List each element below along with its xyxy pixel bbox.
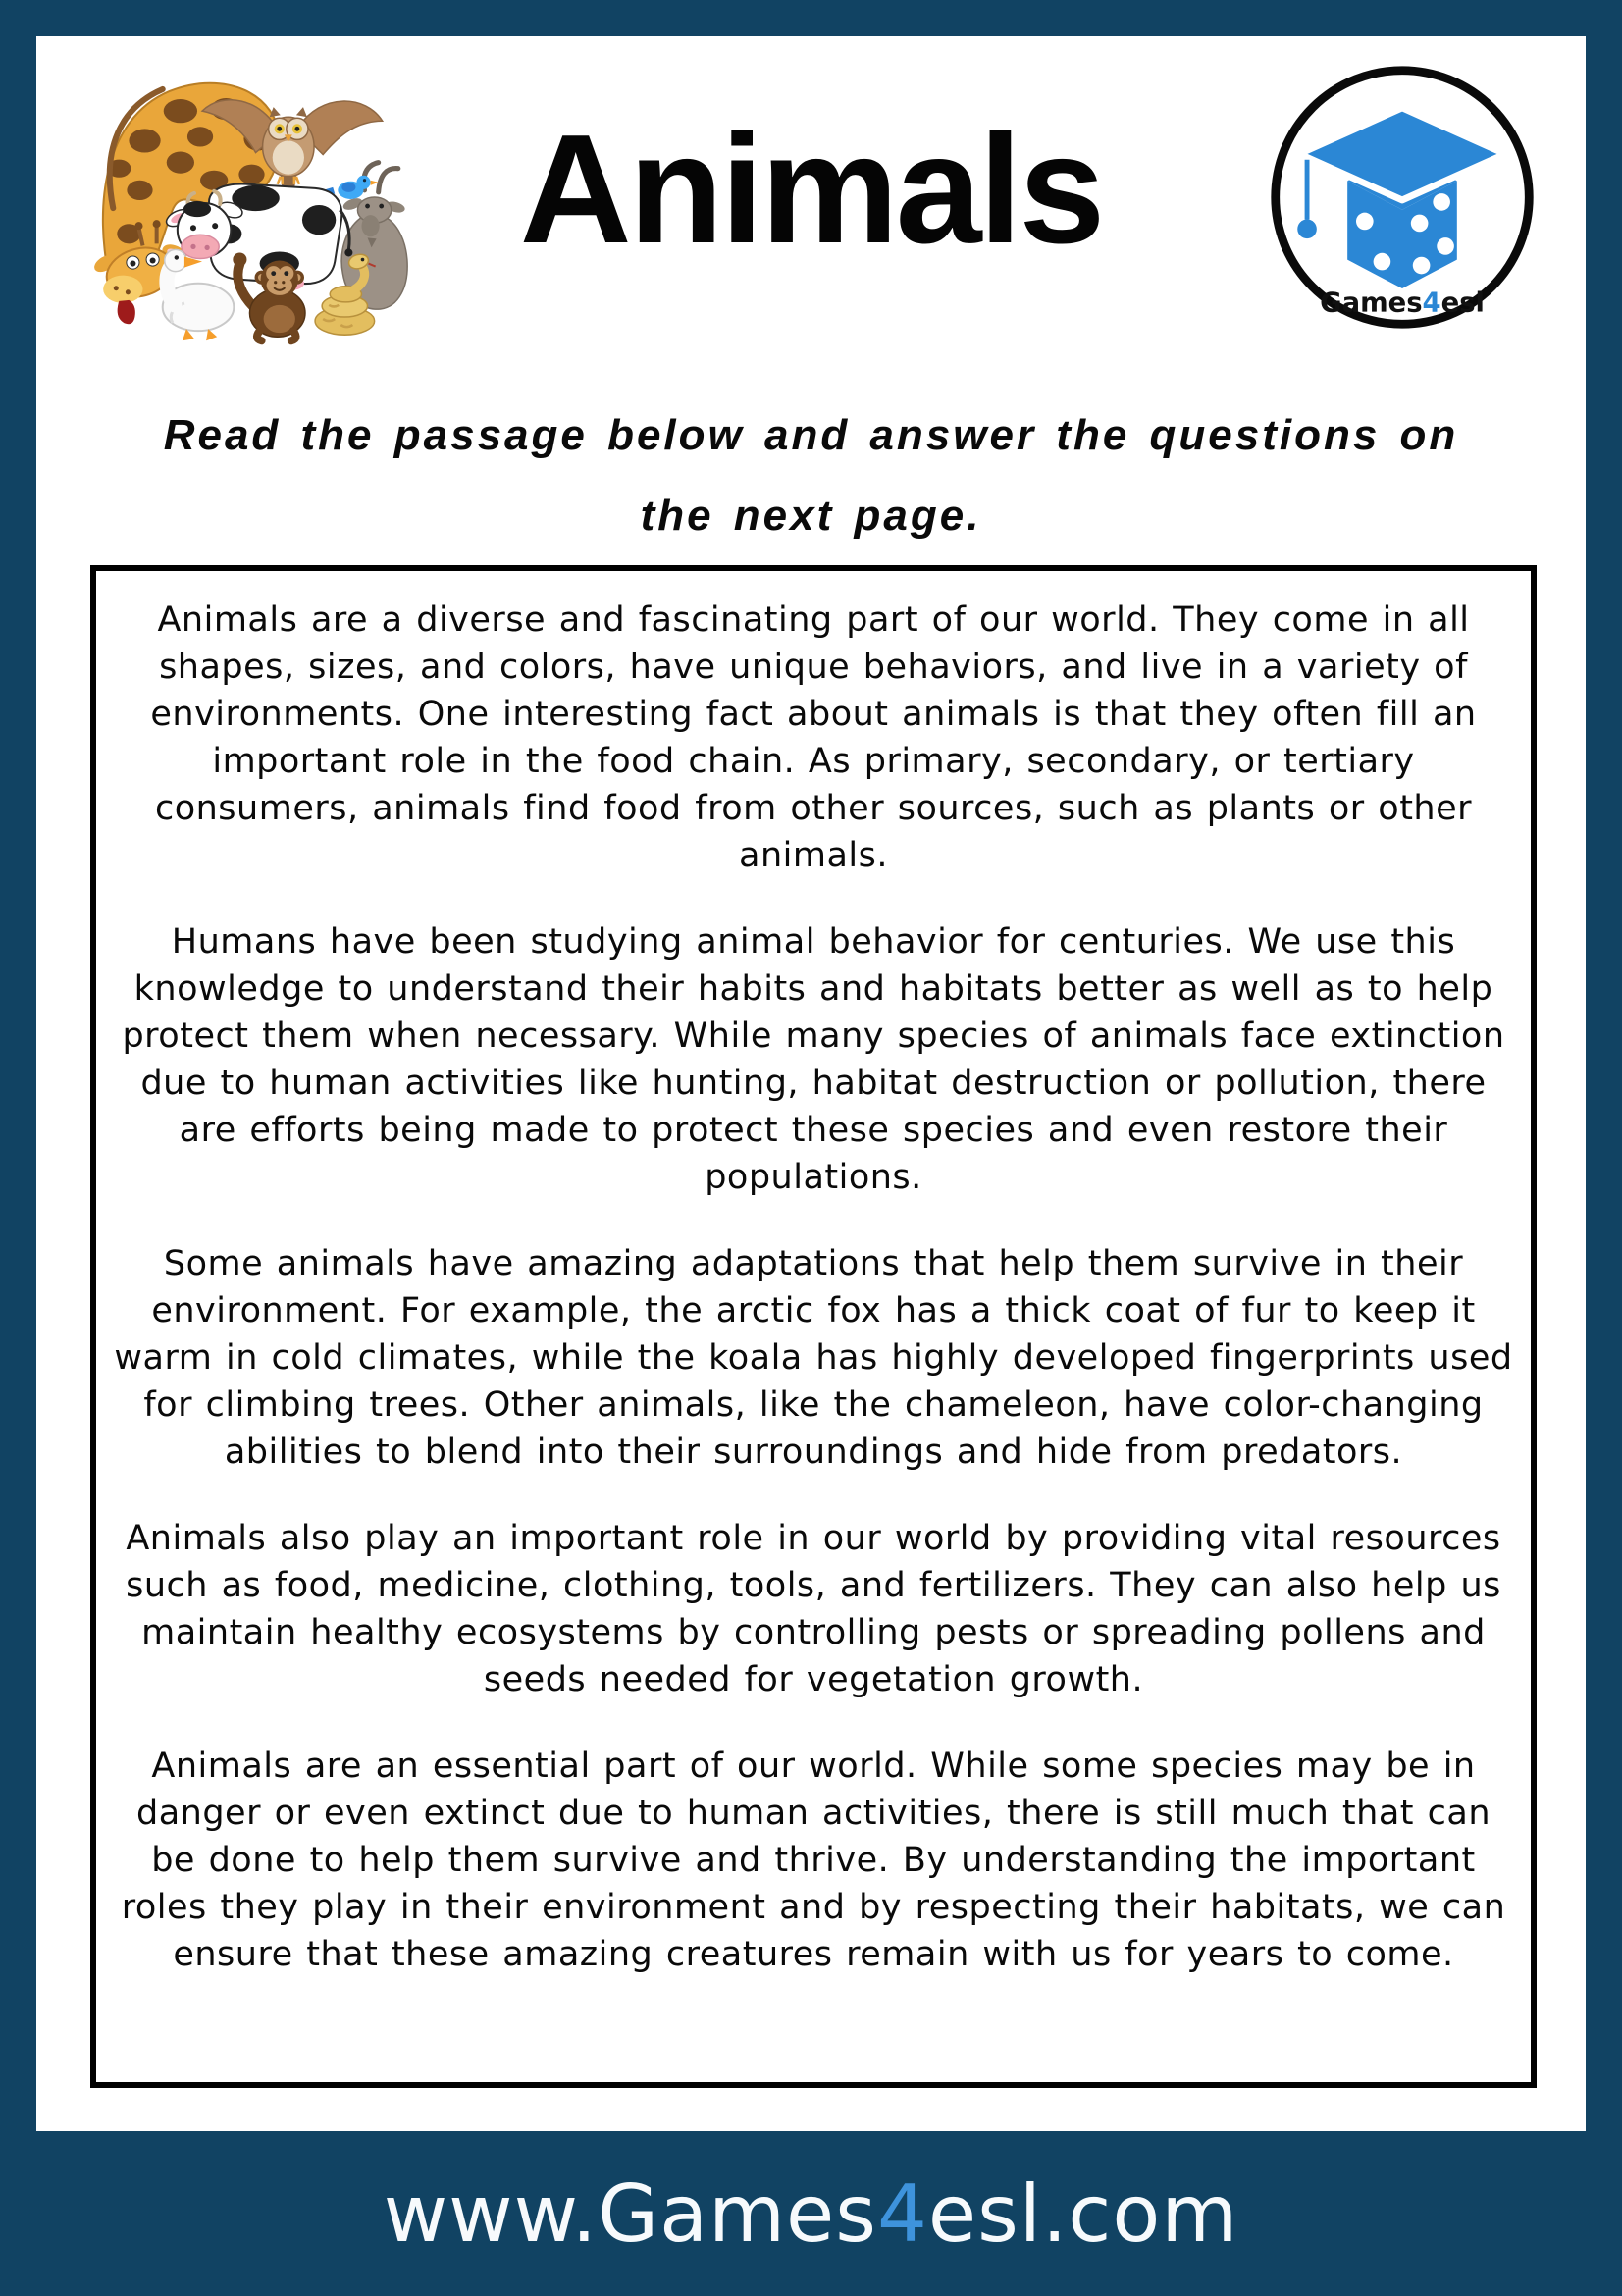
instruction-text: Read the passage below and answer the questions on the next page. (163, 411, 1459, 540)
passage-paragraph-1: Animals are a diverse and fascinating part of our world. They come in all shapes, sizes, and colors, have unique behaviors, and live in a variety of environments. One interesting fact about animals is that they often fill an important role in the food chain. As primary, secondary, or tertiary consumers, animals find food from other sources, such as plants or other animals. (150, 600, 1477, 875)
passage-paragraph-2: Humans have been studying animal behavior for centuries. We use this knowledge to understand their habits and habitats better as well as to help protect them when necessary. While many species of animals face extinction due to human activities like hunting, habitat destruction or pollution, there are efforts being made to protect these species and even restore their populations. (122, 922, 1505, 1197)
footer-url-pre: www.Games (383, 2167, 877, 2260)
passage-paragraph-3: Some animals have amazing adaptations that help them survive in their environment. For example, the arctic fox has a thick coat of fur to keep it warm in cold climates, while the koala has highly developed fingerprints used for climbing trees. Other animals, like the chameleon, have color-changing abilities to blend into their surroundings and hide from predators. (114, 1244, 1513, 1472)
worksheet-sheet (36, 36, 1586, 2131)
passage-box (90, 565, 1537, 2088)
page-title: Animals (519, 103, 1103, 276)
logo-wordmark: Games4esl (1320, 287, 1485, 319)
passage-paragraph-4: Animals also play an important role in our world by providing vital resources such as food, medicine, clothing, tools, and fertilizers. They can also help us maintain healthy ecosystems by controlling pests or spreading pollens and seeds needed for vegetation growth. (126, 1519, 1501, 1699)
footer-url-post: esl.com (927, 2167, 1239, 2260)
footer-band (0, 2131, 1622, 2296)
footer-url-link[interactable] (384, 2168, 1239, 2260)
games4esl-logo (1263, 58, 1542, 337)
passage-paragraph-5: Animals are an essential part of our world. While some species may be in danger or even extinct due to human activities, there is still much that can be done to help them survive and thrive. By understanding the important roles they play in their environment and by respecting their habitats, we can ensure that these amazing creatures remain with us for years to come. (121, 1747, 1506, 1974)
footer-url-accent: 4 (876, 2167, 928, 2260)
